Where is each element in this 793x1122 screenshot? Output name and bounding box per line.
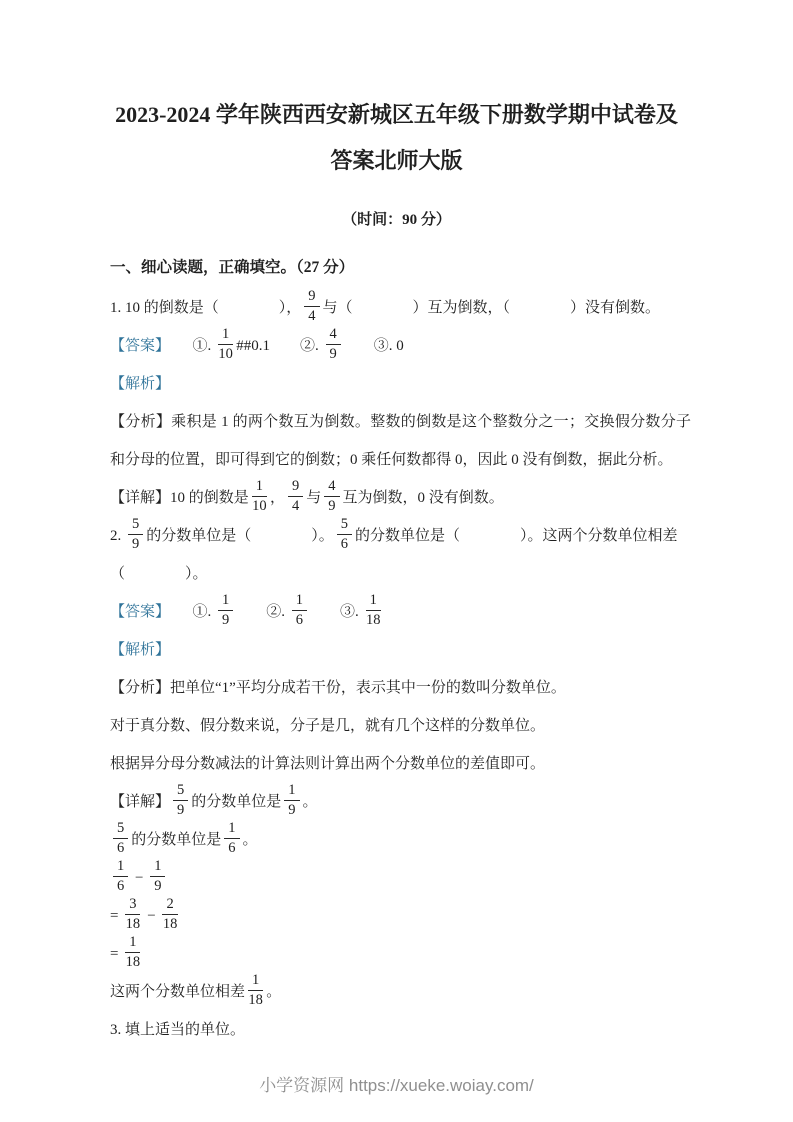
question-2-xiangjie-1 (110, 783, 691, 821)
fraction (304, 288, 319, 324)
fraction (218, 326, 233, 362)
fraction (326, 326, 341, 362)
fraction (173, 782, 188, 818)
text-segment: 与（ ）互为倒数，（ ）没有倒数。 (322, 300, 661, 316)
fraction (150, 858, 165, 894)
fraction-numerator: 1 (366, 592, 381, 611)
text-segment: = (110, 946, 123, 962)
fraction (288, 478, 303, 514)
document-title-line2: 答案北师大版 (330, 148, 463, 173)
text-segment: ③. 0 (343, 338, 404, 354)
question-1-fenxi (110, 403, 691, 479)
question-1-xiangjie (110, 479, 691, 517)
fraction (366, 592, 381, 628)
fraction (284, 782, 299, 818)
fraction (224, 820, 239, 856)
text-segment: 2. (110, 528, 125, 544)
text-segment: ①. (162, 338, 216, 354)
question-3 (110, 1011, 691, 1049)
label-answer: 【答案】 (110, 604, 163, 620)
text-segment: ②. (236, 604, 289, 620)
content (110, 289, 691, 1049)
question-2-line1 (110, 517, 691, 555)
fraction-denominator: 6 (117, 840, 125, 857)
fraction-denominator: 4 (308, 308, 316, 325)
fraction-numerator: 1 (224, 820, 239, 839)
fraction (248, 972, 263, 1008)
fraction-numerator: 2 (162, 896, 177, 915)
fraction-denominator: 9 (329, 346, 337, 363)
fraction (337, 516, 352, 552)
question-2-jiexi-label (110, 631, 691, 669)
fraction (218, 592, 233, 628)
text-segment: ③. (310, 604, 363, 620)
fraction-denominator: 10 (252, 498, 267, 515)
fraction (128, 516, 143, 552)
fraction-numerator: 9 (288, 478, 303, 497)
fraction-numerator: 5 (337, 516, 352, 535)
text-segment: 的分数单位是（ ）。这两个分数单位相差 (355, 528, 678, 544)
text-segment: − (143, 908, 160, 924)
question-2-equation-3 (110, 935, 691, 973)
fraction-denominator: 9 (222, 612, 230, 629)
text-segment: 。 (242, 832, 258, 848)
text-segment: 。 (266, 984, 282, 1000)
text-segment: （ ）。 (110, 566, 208, 582)
fraction-denominator: 18 (125, 916, 141, 933)
fraction-denominator: 18 (248, 992, 263, 1009)
fraction-denominator: 9 (154, 878, 162, 895)
fraction-denominator: 9 (132, 536, 140, 553)
text-segment: 的分数单位是（ ）。 (146, 528, 334, 544)
question-2-fenxi-1 (110, 669, 691, 707)
question-2-conclusion (110, 973, 691, 1011)
fraction (292, 592, 307, 628)
text-segment: 3. 填上适当的单位。 (110, 1022, 246, 1038)
question-1 (110, 289, 691, 327)
fraction-numerator: 1 (252, 478, 267, 497)
label-answer: 【答案】 (110, 338, 163, 354)
fraction-denominator: 9 (328, 498, 336, 515)
fraction-numerator: 5 (173, 782, 188, 801)
question-2-answer (110, 593, 691, 631)
fraction-denominator: 10 (218, 346, 233, 363)
text-segment: 1. 10 的倒数是（ ）， (110, 300, 302, 316)
document-title-line1: 2023-2024 学年陕西西安新城区五年级下册数学期中试卷及 (115, 102, 678, 127)
label-jiexi: 【解析】 (110, 376, 171, 392)
fraction (113, 858, 128, 894)
fraction-denominator: 6 (295, 612, 304, 629)
text-segment: 根据异分母分数减法的计算法则计算出两个分数单位的差值即可。 (110, 756, 546, 772)
fraction-denominator: 4 (292, 498, 300, 515)
text-segment: 【分析】把单位“1”平均分成若干份，表示其中一份的数叫分数单位。 (110, 680, 566, 696)
text-segment: = (110, 908, 123, 924)
fraction (125, 896, 140, 932)
text-segment: 与 (306, 490, 322, 506)
question-2-fenxi-3 (110, 745, 691, 783)
fraction (162, 896, 177, 932)
text-segment: 【详解】10 的倒数是 (110, 490, 249, 506)
text-segment: 对于真分数、假分数来说，分子是几，就有几个这样的分数单位。 (110, 718, 546, 734)
fraction-numerator: 5 (128, 516, 143, 535)
fraction-denominator: 6 (117, 878, 125, 895)
text-segment: 的分数单位是 (131, 832, 222, 848)
label-jiexi: 【解析】 (110, 642, 171, 658)
fraction-numerator: 1 (284, 782, 299, 801)
fraction-denominator: 18 (162, 916, 178, 933)
section-1-heading: 一、细心读题，正确填空。（27 分） (110, 259, 355, 276)
text-segment: ##0.1 ②. (236, 338, 323, 354)
fraction-numerator: 1 (125, 934, 140, 953)
fraction-numerator: 1 (150, 858, 165, 877)
question-2-equation-1 (110, 859, 691, 897)
fraction-numerator: 3 (125, 896, 140, 915)
fraction-numerator: 1 (113, 858, 128, 877)
fraction-denominator: 9 (177, 802, 185, 819)
text-segment: 。 (302, 794, 318, 810)
fraction-numerator: 5 (113, 820, 128, 839)
text-segment: 【详解】 (110, 794, 171, 810)
question-1-answer (110, 327, 691, 365)
fraction-denominator: 6 (228, 840, 236, 857)
text-segment: 这两个分数单位相差 (110, 984, 246, 1000)
fraction-numerator: 1 (292, 592, 307, 611)
fraction-denominator: 18 (125, 954, 141, 971)
fraction (324, 478, 339, 514)
text-segment: ①. (162, 604, 216, 620)
fraction-denominator: 18 (365, 612, 381, 629)
fraction-numerator: 4 (324, 478, 339, 497)
fraction (252, 478, 267, 514)
document-title (0, 0, 793, 184)
text-segment: 的分数单位是 (191, 794, 282, 810)
text-segment: 互为倒数，0 没有倒数。 (342, 490, 504, 506)
text-segment: 【分析】乘积是 1 的两个数互为倒数。整数的倒数是这个整数分之一；交换假分数分子和分母的位置，即可得到它的倒数；0 乘任何数都得 0，因此 0 没有倒数，据此分析。 (110, 414, 691, 468)
footer-site-link: 小学资源网 https://xueke.woiay.com/ (259, 1076, 534, 1095)
fraction-numerator: 1 (248, 972, 263, 991)
fraction-numerator: 1 (218, 326, 233, 345)
fraction-denominator: 9 (288, 802, 296, 819)
question-2-line2 (110, 555, 691, 593)
fraction-denominator: 6 (340, 536, 349, 553)
text-segment: − (131, 870, 148, 886)
fraction-numerator: 1 (218, 592, 233, 611)
time-note: （时间：90 分） (342, 212, 451, 228)
question-1-jiexi-label (110, 365, 691, 403)
fraction (125, 934, 140, 970)
text-segment: ， (270, 490, 286, 506)
question-2-fenxi-2 (110, 707, 691, 745)
fraction-numerator: 4 (326, 326, 341, 345)
question-2-xiangjie-2 (110, 821, 691, 859)
fraction (113, 820, 128, 856)
question-2-equation-2 (110, 897, 691, 935)
fraction-numerator: 9 (304, 288, 319, 307)
